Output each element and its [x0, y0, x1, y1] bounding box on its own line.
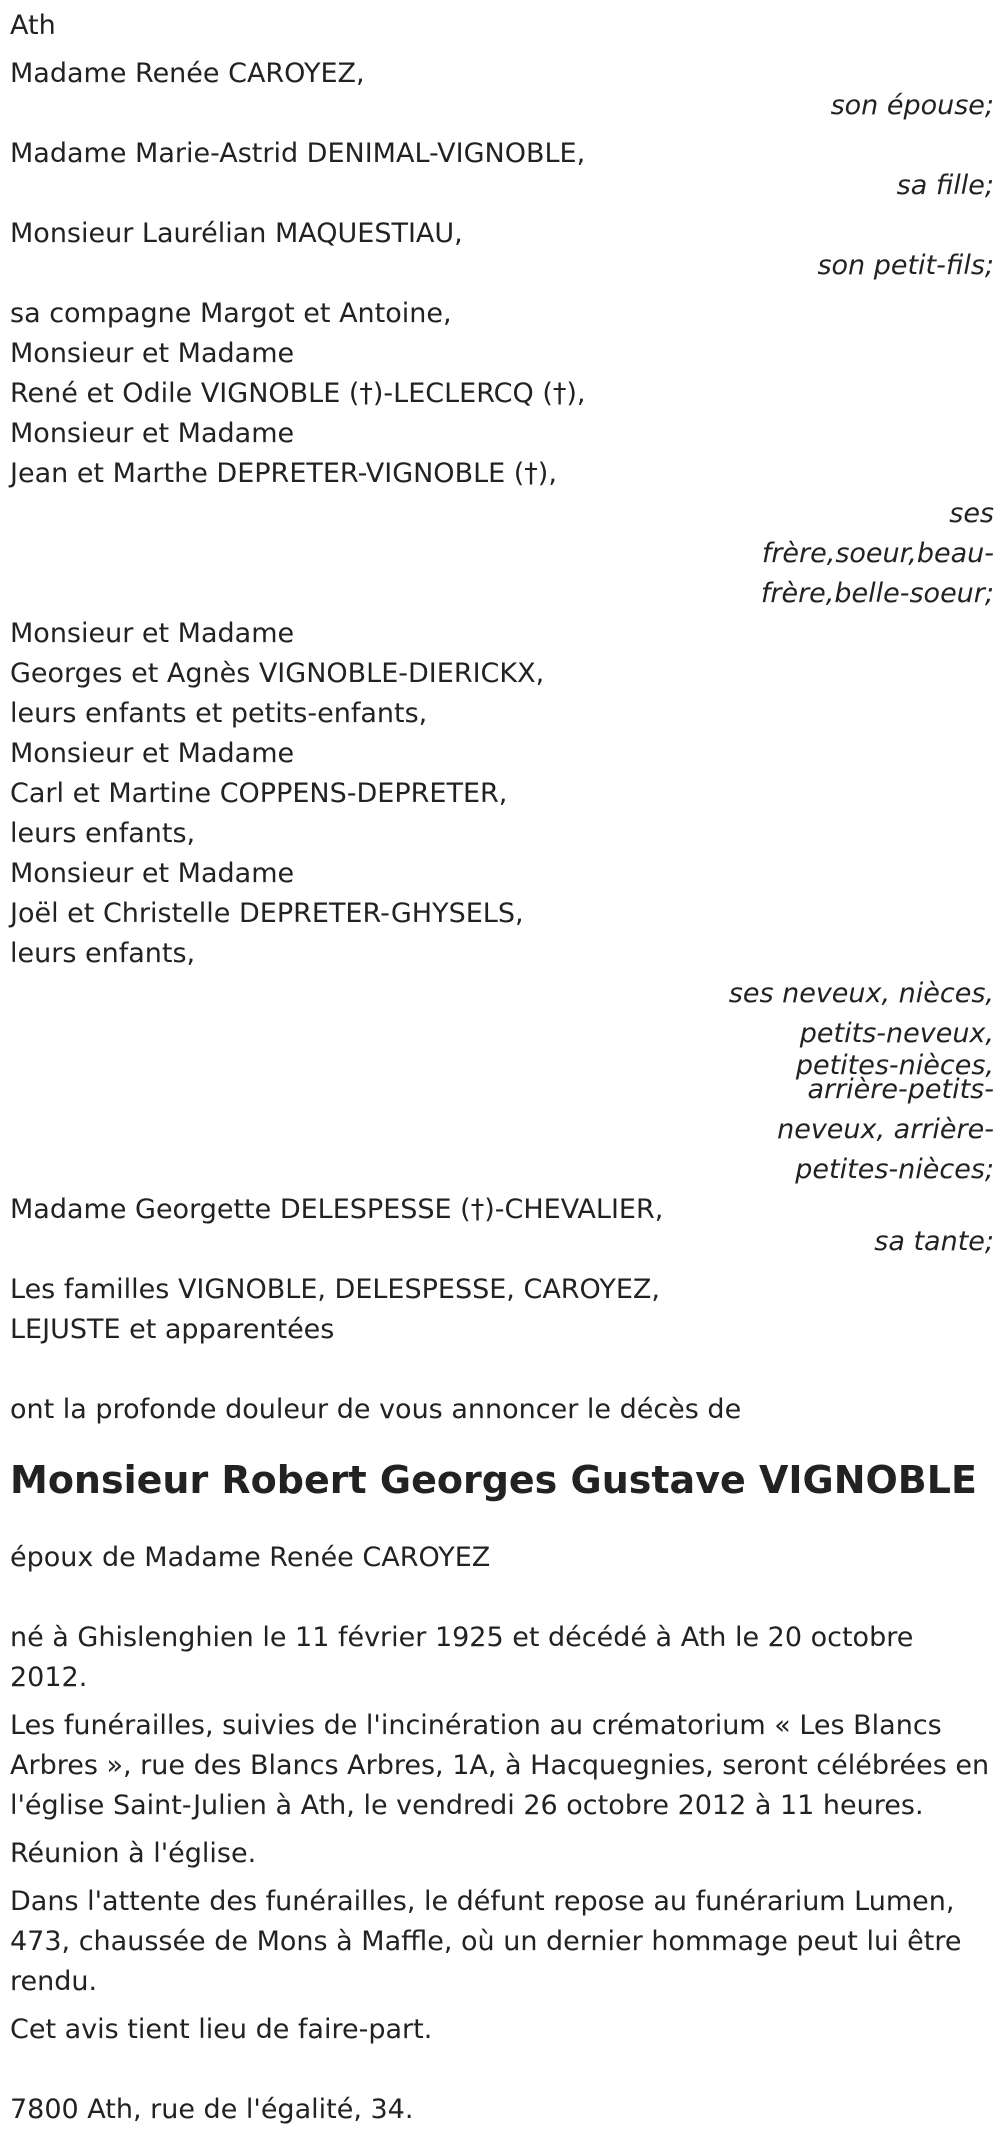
deceased-name: Monsieur Robert Georges Gustave VIGNOBLE [10, 1458, 977, 1502]
spouse-line: époux de Madame Renée CAROYEZ [10, 1542, 491, 1573]
announcement: ont la profonde douleur de vous annoncer le décès de [10, 1394, 742, 1425]
family-relation-line: frère,soeur,beau- [761, 538, 994, 569]
family-member-relation: son épouse; [830, 90, 994, 121]
address: 7800 Ath, rue de l'égalité, 34. [10, 2094, 414, 2125]
reunion: Réunion à l'église. [10, 1838, 257, 1869]
notice: Cet avis tient lieu de faire-part. [10, 2014, 433, 2045]
families-line: LEJUSTE et apparentées [10, 1314, 335, 1345]
family-member-name: Monsieur Laurélian MAQUESTIAU, [10, 218, 463, 249]
family-relation-line: petites-nièces; [795, 1154, 994, 1185]
family-relation-line: petits-neveux, [799, 1018, 994, 1049]
family-relation-line: ses [949, 498, 994, 529]
family-line: Joël et Christelle DEPRETER-GHYSELS, [10, 898, 524, 929]
family-member-name: Madame Georgette DELESPESSE (†)-CHEVALIER, [10, 1194, 664, 1225]
family-line: leurs enfants, [10, 818, 196, 849]
family-line: leurs enfants et petits-enfants, [10, 698, 428, 729]
obituary-notice [10, 6, 994, 2130]
family-line: Monsieur et Madame [10, 738, 295, 769]
families-line: Les familles VIGNOBLE, DELESPESSE, CAROYEZ, [10, 1274, 660, 1305]
family-member-relation: son petit-fils; [817, 250, 994, 281]
family-line: Monsieur et Madame [10, 338, 295, 369]
family-line: leurs enfants, [10, 938, 196, 969]
family-member-relation: sa fille; [896, 170, 994, 201]
family-relation-line: arrière-petits- [807, 1074, 994, 1105]
family-member-name: Madame Renée CAROYEZ, [10, 58, 365, 89]
family-relation-line: ses neveux, nièces, [728, 978, 994, 1009]
family-line: Monsieur et Madame [10, 618, 295, 649]
rest-location: Dans l'attente des funérailles, le défunt repose au funérarium Lumen, 473, chaussée de Mons à Maffle, où un dernier hommage peut lui être rendu. [10, 1886, 962, 1997]
location: Ath [10, 10, 56, 41]
family-line: Georges et Agnès VIGNOBLE-DIERICKX, [10, 658, 545, 689]
family-line: Monsieur et Madame [10, 858, 295, 889]
family-relation-line: petites-nièces, [795, 1050, 994, 1081]
family-relation-line: neveux, arrière- [777, 1114, 994, 1145]
family-member-name: Madame Marie-Astrid DENIMAL-VIGNOBLE, [10, 138, 586, 169]
family-line: Monsieur et Madame [10, 418, 295, 449]
funeral-details: Les funérailles, suivies de l'incinération au crématorium « Les Blancs Arbres », rue des Blancs Arbres, 1A, à Hacquegnies, seront célébrées en l'église Saint-Julien à Ath, le vendredi 26 octobre 2012 à 11 heures. [10, 1710, 990, 1821]
family-line: Carl et Martine COPPENS-DEPRETER, [10, 778, 508, 809]
family-member-relation: sa tante; [874, 1226, 994, 1257]
family-line: sa compagne Margot et Antoine, [10, 298, 452, 329]
family-line: Jean et Marthe DEPRETER-VIGNOBLE (†), [10, 458, 557, 489]
birth-death: né à Ghislenghien le 11 février 1925 et décédé à Ath le 20 octobre 2012. [10, 1622, 914, 1693]
family-relation-line: frère,belle-soeur; [760, 578, 994, 609]
family-line: René et Odile VIGNOBLE (†)-LECLERCQ (†), [10, 378, 586, 409]
